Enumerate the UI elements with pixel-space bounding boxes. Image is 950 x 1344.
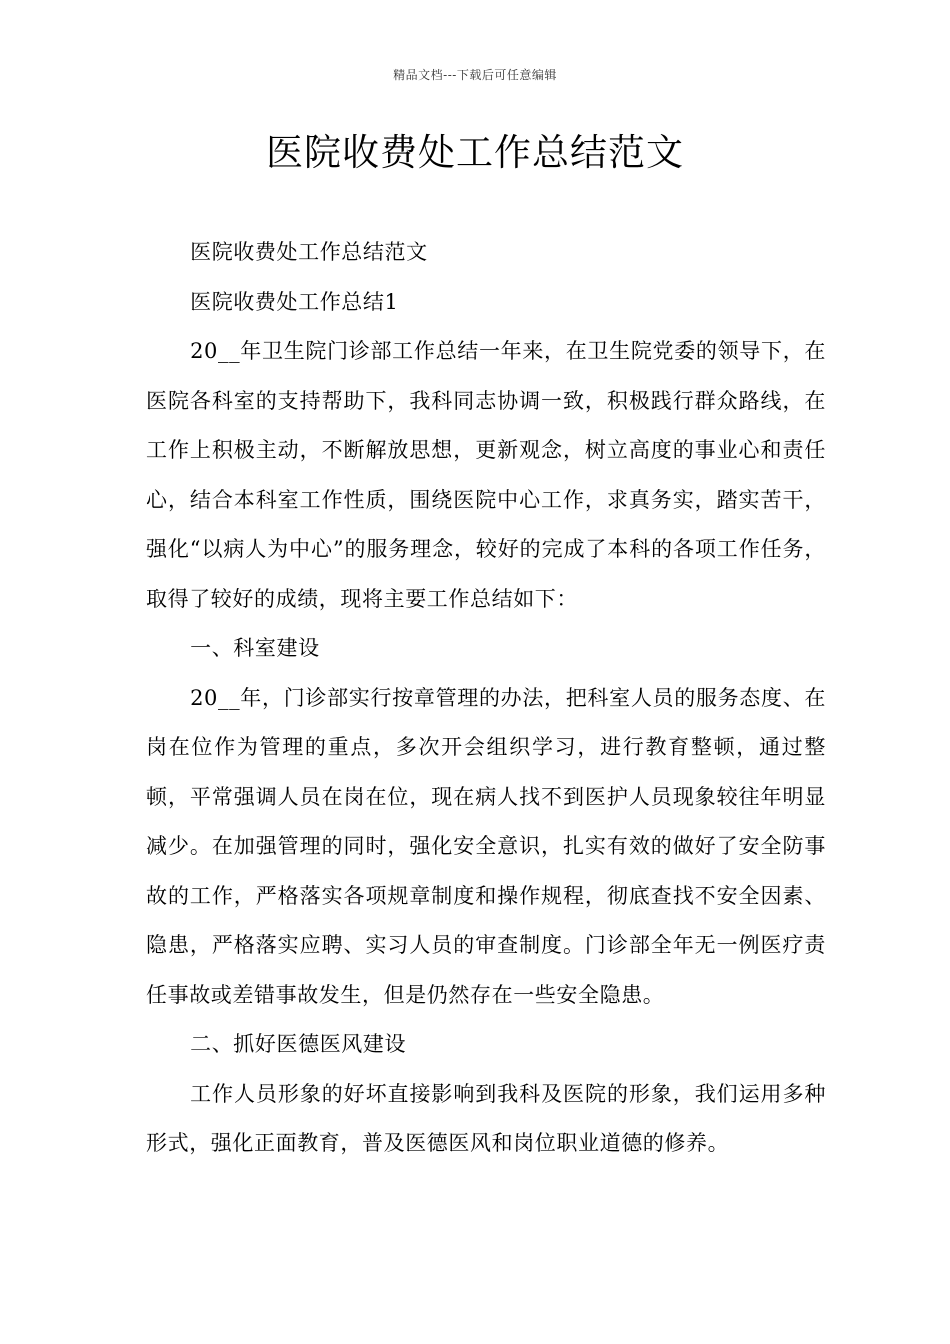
paragraph-department-construction: 20__年，门诊部实行按章管理的办法，把科室人员的服务态度、在岗在位作为管理的重点，多次开会组织学习，进行教育整顿，通过整顿，平常强调人员在岗在位，现在病人找不到医护人员现象较往年明显减少。在加强管理的同时，强化安全意识，扎实有效的做好了安全防事故的工作，严格落实各项规章制度和操作规程，彻底查找不安全因素、隐患，严格落实应聘、实习人员的审查制度。门诊部全年无一例医疗责任事故或差错事故发生，但是仍然存在一些安全隐患。 <box>146 685 826 1007</box>
heading-medical-ethics: 二、抓好医德医风建设 <box>190 1032 407 1056</box>
document-title: 医院收费处工作总结范文 <box>266 131 684 174</box>
document-body <box>146 228 826 1169</box>
paragraph-intro: 20__年卫生院门诊部工作总结一年来，在卫生院党委的领导下，在医院各科室的支持帮助下，我科同志协调一致，积极践行群众路线，在工作上积极主动，不断解放思想，更新观念，树立高度的事业心和责任心，结合本科室工作性质，围绕医院中心工作，求真务实，踏实苦干，强化“以病人为中心”的服务理念，较好的完成了本科的各项工作任务，取得了较好的成绩，现将主要工作总结如下： <box>146 339 826 611</box>
paragraph-medical-ethics: 工作人员形象的好坏直接影响到我科及医院的形象，我们运用多种形式，强化正面教育，普及医德医风和岗位职业道德的修养。 <box>146 1081 826 1155</box>
heading-department-construction: 一、科室建设 <box>190 636 320 660</box>
header-note: 精品文档---下载后可任意编辑 <box>393 68 557 82</box>
paragraph-subtitle: 医院收费处工作总结范文 <box>190 240 428 264</box>
paragraph-section-heading: 医院收费处工作总结1 <box>190 289 399 314</box>
